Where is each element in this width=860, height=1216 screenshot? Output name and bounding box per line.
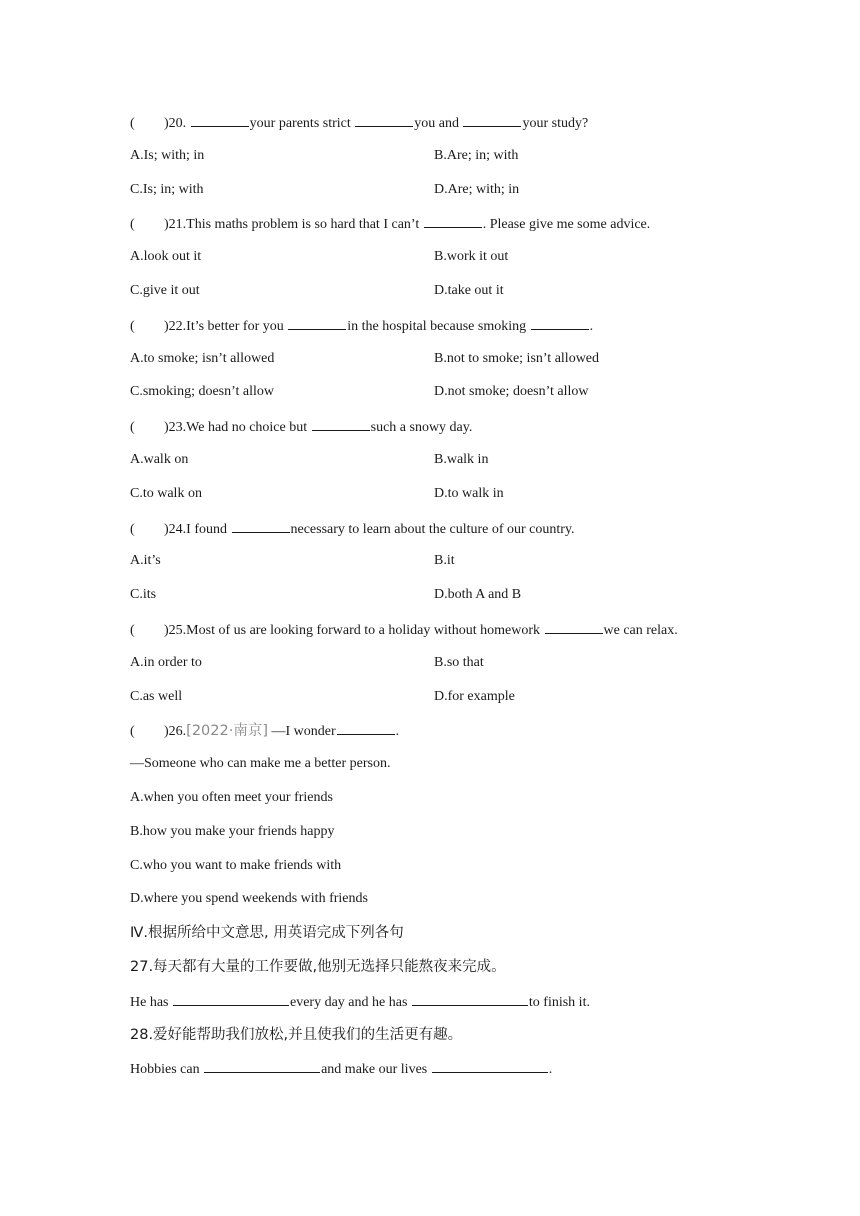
question-24 — [130, 518, 770, 552]
option-a[interactable]: A.look out it — [130, 249, 202, 265]
answer-blank[interactable] — [355, 112, 413, 127]
question-21 — [130, 213, 770, 247]
source-tag: [2022·南京] — [186, 723, 268, 740]
question-text: . — [395, 724, 400, 740]
question-23 — [130, 416, 770, 450]
options-row — [130, 450, 770, 484]
question-28-english — [130, 1058, 770, 1092]
options-row — [130, 146, 770, 180]
options-row — [130, 382, 770, 416]
option-a[interactable]: A.walk on — [130, 451, 189, 467]
option-b[interactable]: B.how you make your friends happy — [130, 823, 335, 839]
question-text: we can relax. — [603, 622, 678, 638]
question-text: to finish it. — [528, 994, 590, 1010]
question-27-english — [130, 991, 770, 1025]
answer-bracket[interactable]: ( — [130, 318, 135, 334]
question-number: )20. — [164, 116, 187, 131]
answer-blank[interactable] — [337, 720, 395, 735]
answer-bracket[interactable]: ( — [130, 116, 135, 131]
option-b[interactable]: B.not to smoke; isn’t allowed — [434, 350, 600, 366]
question-22 — [130, 315, 770, 349]
question-text: . — [548, 1062, 553, 1078]
answer-bracket[interactable]: ( — [130, 420, 135, 436]
question-text: your study? — [522, 116, 589, 131]
question-text: I found — [186, 521, 227, 537]
question-text: necessary to learn about the culture of our country. — [290, 521, 575, 537]
answer-blank[interactable] — [204, 1058, 320, 1073]
answer-bracket[interactable]: ( — [130, 521, 135, 537]
option-c[interactable]: C.smoking; doesn’t allow — [130, 384, 275, 400]
options-row — [130, 281, 770, 315]
question-text: —I wonder — [271, 724, 336, 740]
question-text: . — [589, 318, 594, 334]
question-text: and make our lives — [321, 1062, 428, 1078]
question-text: such a snowy day. — [370, 420, 473, 436]
option-a[interactable]: A.when you often meet your friends — [130, 789, 333, 805]
answer-bracket[interactable]: ( — [130, 217, 135, 233]
option-b[interactable]: B.it — [434, 553, 455, 569]
question-number: )26. — [164, 724, 187, 740]
answer-blank[interactable] — [545, 619, 603, 634]
answer-blank[interactable] — [432, 1058, 548, 1073]
section-heading: Ⅳ.根据所给中文意思, 用英语完成下列各句 — [130, 925, 404, 942]
option-d[interactable]: D.Are; with; in — [434, 181, 520, 197]
option-b[interactable]: B.so that — [434, 654, 484, 670]
question-text: your parents strict — [249, 116, 351, 131]
option-a[interactable]: A.to smoke; isn’t allowed — [130, 350, 275, 366]
option-b[interactable]: B.work it out — [434, 249, 509, 265]
question-26 — [130, 720, 770, 754]
question-text: . Please give me some advice. — [482, 217, 651, 233]
question-20 — [130, 112, 770, 146]
question-text: It’s better for you — [186, 318, 284, 334]
option-d[interactable]: D.take out it — [434, 282, 504, 298]
options-row — [130, 653, 770, 687]
answer-blank[interactable] — [312, 416, 370, 431]
question-number: )22. — [164, 318, 187, 334]
option-c[interactable]: C.to walk on — [130, 485, 202, 501]
question-text: Most of us are looking forward to a holiday without homework — [186, 622, 540, 638]
question-text: He has — [130, 994, 169, 1010]
options-row — [130, 551, 770, 585]
options-row — [130, 349, 770, 383]
options-row — [130, 247, 770, 281]
option-c[interactable]: C.give it out — [130, 282, 200, 298]
question-25 — [130, 619, 770, 653]
question-number: )24. — [164, 521, 187, 537]
options-row — [130, 687, 770, 721]
option-d[interactable]: D.where you spend weekends with friends — [130, 891, 368, 907]
worksheet — [130, 112, 770, 1092]
option-d[interactable]: D.both A and B — [434, 587, 522, 603]
answer-blank[interactable] — [424, 213, 482, 228]
question-text: This maths problem is so hard that I can’t — [186, 217, 420, 233]
question-28-chinese: 28.爱好能帮助我们放松,并且使我们的生活更有趣。 — [130, 1026, 463, 1043]
answer-blank[interactable] — [288, 315, 346, 330]
options-row — [130, 585, 770, 619]
option-d[interactable]: D.not smoke; doesn’t allow — [434, 384, 589, 400]
options-row — [130, 180, 770, 214]
answer-bracket[interactable]: ( — [130, 622, 135, 638]
option-b[interactable]: B.walk in — [434, 451, 489, 467]
question-text: We had no choice but — [186, 420, 308, 436]
option-b[interactable]: B.Are; in; with — [434, 147, 519, 163]
question-number: )25. — [164, 622, 187, 638]
answer-bracket[interactable]: ( — [130, 724, 135, 740]
option-a[interactable]: A.Is; with; in — [130, 147, 205, 163]
question-number: )23. — [164, 420, 187, 436]
answer-blank[interactable] — [412, 991, 528, 1006]
option-a[interactable]: A.it’s — [130, 553, 161, 569]
question-text: in the hospital because smoking — [347, 318, 527, 334]
answer-blank[interactable] — [531, 315, 589, 330]
answer-blank[interactable] — [173, 991, 289, 1006]
options-row — [130, 484, 770, 518]
dialogue-reply: —Someone who can make me a better person. — [130, 756, 391, 772]
question-number: )21. — [164, 217, 187, 233]
question-text: you and — [414, 116, 459, 131]
answer-blank[interactable] — [463, 112, 521, 127]
answer-blank[interactable] — [191, 112, 249, 127]
question-27-chinese: 27.每天都有大量的工作要做,他别无选择只能熬夜来完成。 — [130, 958, 506, 975]
answer-blank[interactable] — [232, 518, 290, 533]
option-c[interactable]: C.Is; in; with — [130, 181, 204, 197]
option-a[interactable]: A.in order to — [130, 654, 202, 670]
option-c[interactable]: C.its — [130, 587, 157, 603]
option-c[interactable]: C.as well — [130, 688, 183, 704]
question-text: Hobbies can — [130, 1062, 200, 1078]
option-d[interactable]: D.to walk in — [434, 485, 504, 501]
question-text: every day and he has — [290, 994, 408, 1010]
option-d[interactable]: D.for example — [434, 688, 515, 704]
option-c[interactable]: C.who you want to make friends with — [130, 857, 342, 873]
